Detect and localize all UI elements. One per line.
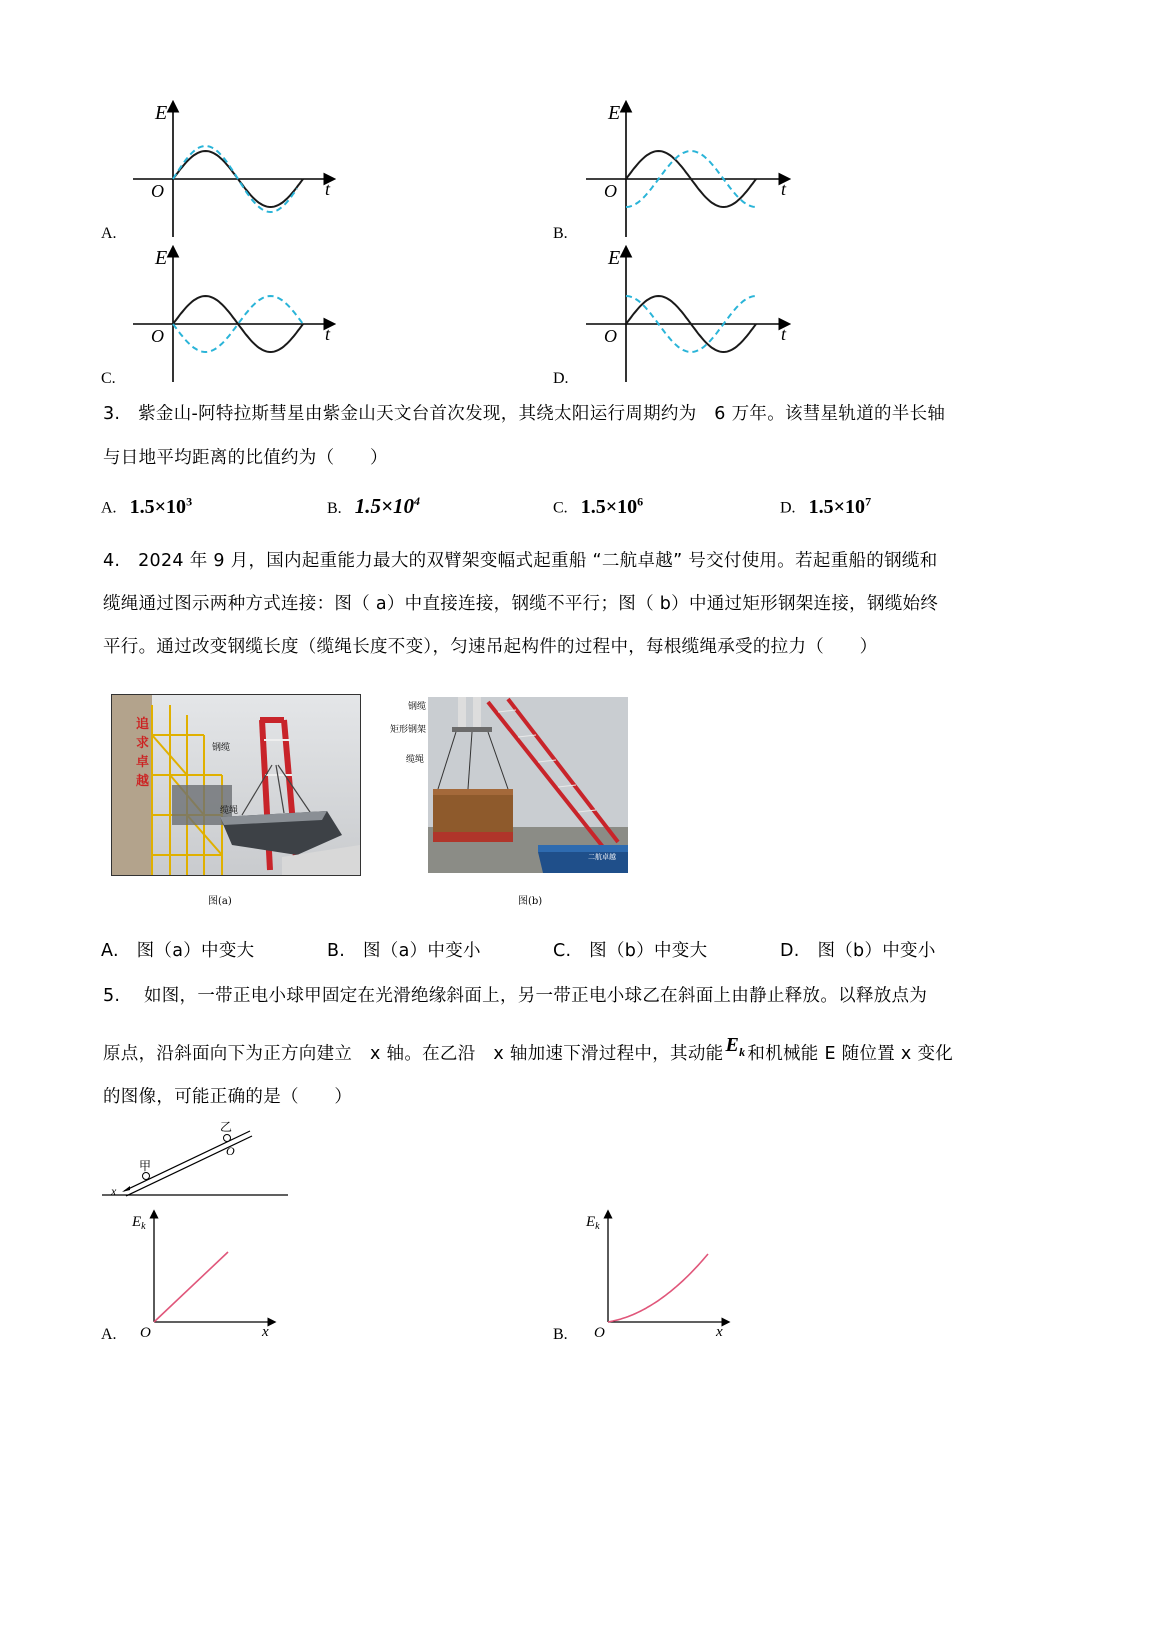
label-frame: 矩形钢架	[390, 725, 427, 735]
axis-e-label: E	[608, 102, 621, 124]
q4-figure-b-photo	[428, 697, 628, 873]
label-rope: 缆绳	[220, 806, 239, 816]
q2-graph-c	[125, 240, 345, 389]
q5-line2-part1: 原点，沿斜面向下为正方向建立 x 轴。在乙沿 x 轴加速下滑过程中，其动能	[103, 1044, 724, 1064]
option-letter: A.	[101, 499, 117, 517]
q5-graph-b	[582, 1204, 742, 1343]
q4-option-a: A. 图（a）中变大	[101, 941, 255, 961]
q2-option-b: B.	[553, 225, 568, 242]
q5-stem-line2	[103, 1034, 954, 1068]
option-mantissa: 1.5×10	[580, 495, 638, 518]
label-jia: 甲	[139, 1159, 152, 1173]
axis-t-label: t	[781, 179, 787, 199]
axis-ek-label: $E_k$	[132, 1214, 146, 1232]
option-mantissa: 1.5×10	[354, 494, 414, 518]
q3-option-d	[780, 494, 871, 519]
axis-x-label: x	[716, 1324, 723, 1339]
q3-option-b	[327, 494, 420, 519]
axis-t-label: t	[781, 324, 787, 344]
label-origin: O	[226, 1144, 235, 1158]
option-letter: D.	[780, 499, 796, 517]
label-ship: 二航卓越	[588, 853, 616, 861]
q2-option-a: A.	[101, 225, 117, 242]
q5-line2-part2: 和机械能 E 随位置 x 变化	[747, 1044, 954, 1064]
q5-stem-line1: 5. 如图，一带正电小球甲固定在光滑绝缘斜面上，另一带正电小球乙在斜面上由静止释放。以释放点为	[103, 986, 928, 1006]
q5-graph-a	[128, 1204, 288, 1343]
q3-stem-line1: 3. 紫金山-阿特拉斯彗星由紫金山天文台首次发现，其绕太阳运行周期约为 6 万年。该彗星轨道的半长轴	[103, 404, 946, 424]
origin-label: O	[151, 181, 164, 201]
label-x: x	[111, 1184, 117, 1198]
origin-label: O	[604, 181, 617, 201]
q2-graph-a	[125, 95, 345, 244]
option-exponent: 3	[186, 494, 193, 508]
option-letter: C.	[553, 499, 568, 517]
origin-label: O	[140, 1325, 151, 1339]
origin-label: O	[151, 326, 164, 346]
label-yi: 乙	[220, 1120, 233, 1134]
option-mantissa: 1.5×10	[808, 495, 866, 518]
q2-graph-b	[578, 95, 808, 244]
axis-ek-label: $E_k$	[586, 1214, 600, 1232]
origin-label: O	[594, 1325, 605, 1339]
option-exponent: 7	[865, 494, 872, 508]
axis-e-label: E	[608, 247, 621, 269]
label-rope: 缆绳	[406, 755, 425, 765]
axis-e-label: E	[155, 247, 168, 269]
q4-stem-line3: 平行。通过改变钢缆长度（缆绳长度不变），匀速吊起构件的过程中，每根缆绳承受的拉力（ ）	[103, 637, 878, 657]
option-exponent: 4	[413, 494, 420, 508]
q2-option-c: C.	[101, 370, 116, 387]
option-letter: B.	[327, 500, 342, 517]
origin-label: O	[604, 326, 617, 346]
q4-stem-line2: 缆绳通过图示两种方式连接：图（ a）中直接连接，钢缆不平行；图（ b）中通过矩形钢架连接，钢缆始终	[103, 594, 939, 614]
axis-e-label: E	[155, 102, 168, 124]
ek-symbol: $E_k$	[725, 1034, 746, 1059]
q5-option-a: A.	[101, 1326, 117, 1343]
axis-t-label: t	[325, 324, 331, 344]
q3-option-a	[101, 494, 192, 519]
option-exponent: 6	[637, 494, 644, 508]
q3-option-c	[553, 494, 643, 519]
q5-option-b: B.	[553, 1326, 568, 1343]
q4-option-b: B. 图（a）中变小	[327, 941, 481, 961]
q4-figure-b-caption: 图(b)	[518, 896, 543, 907]
q4-stem-line1: 4. 2024 年 9 月，国内起重能力最大的双臂架变幅式起重船 “二航卓越” 号交付使用。若起重船的钢缆和	[103, 551, 938, 571]
q5-slope-figure	[100, 1118, 295, 1206]
option-mantissa: 1.5×10	[129, 495, 187, 518]
axis-t-label: t	[325, 179, 331, 199]
q4-option-d: D. 图（b）中变小	[780, 941, 936, 961]
axis-x-label: x	[262, 1324, 269, 1339]
tower-text: 追求卓越	[136, 717, 150, 789]
q4-figure-a-photo	[111, 694, 361, 876]
q2-option-d: D.	[553, 370, 569, 387]
q2-graph-d	[578, 240, 808, 389]
q4-option-c: C. 图（b）中变大	[553, 941, 708, 961]
q5-stem-line3: 的图像，可能正确的是（ ）	[103, 1087, 353, 1107]
label-cable: 钢缆	[408, 702, 427, 712]
label-cable: 钢缆	[212, 743, 231, 753]
q4-figure-a-caption: 图(a)	[208, 896, 232, 907]
q3-stem-line2: 与日地平均距离的比值约为（ ）	[103, 448, 388, 468]
